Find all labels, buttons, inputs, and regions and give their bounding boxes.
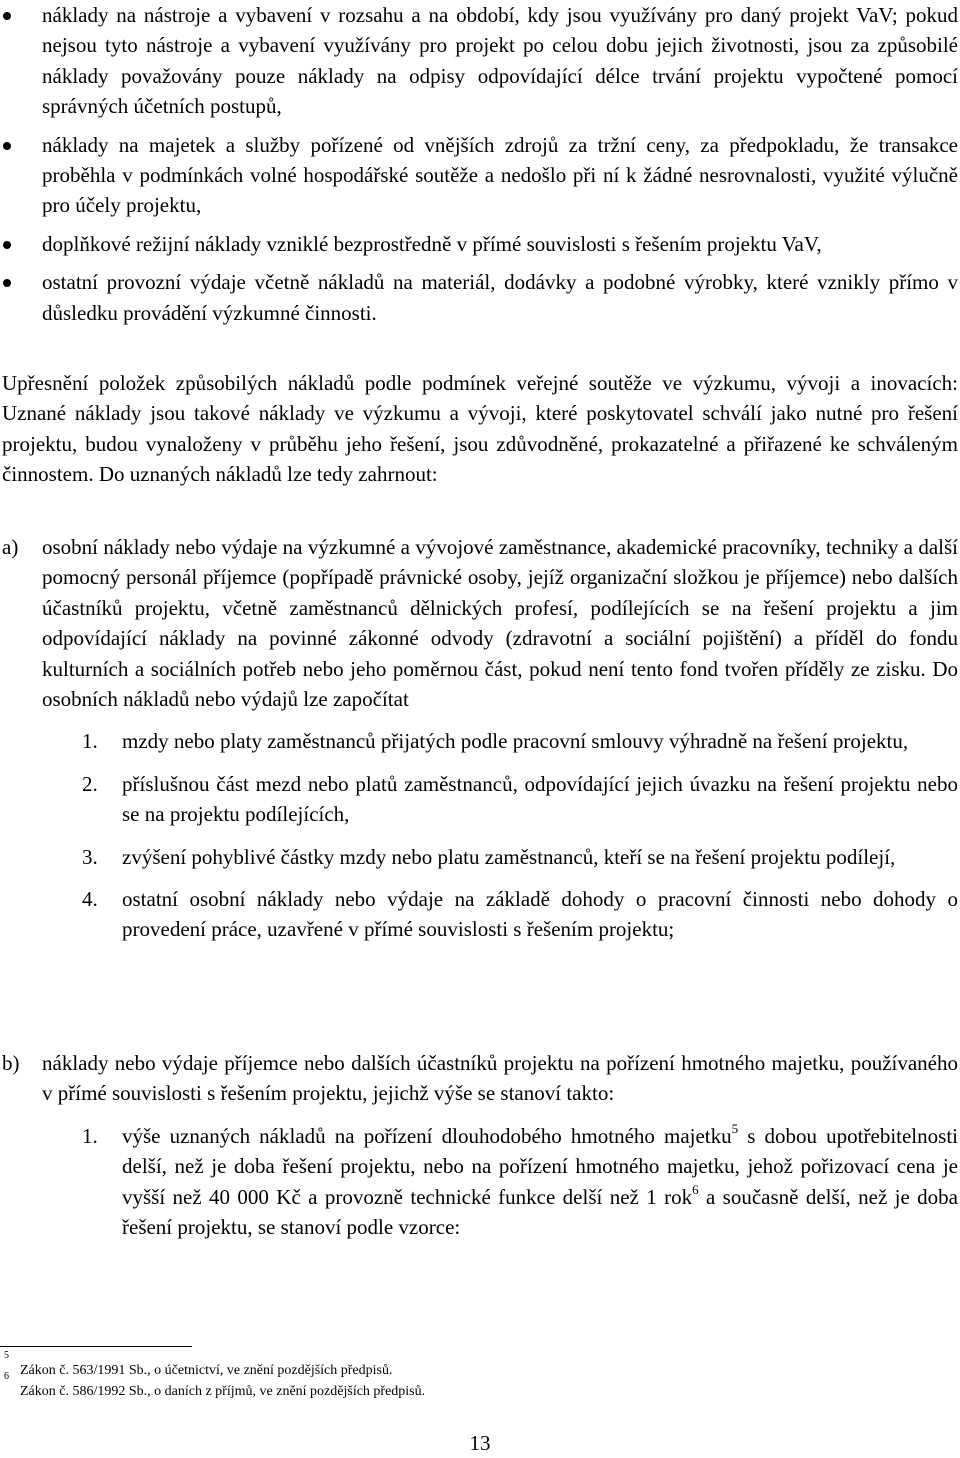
item-number: 2. — [82, 771, 98, 796]
bullet-text: ostatní provozní výdaje včetně nákladů na materiál, dodávky a podobné výrobky, které vznikly přímo v důsledku provádění výzkumné činnosti. — [42, 270, 958, 325]
bullet-item — [0, 267, 960, 328]
item-label: a) — [2, 535, 19, 559]
item-text: osobní náklady nebo výdaje na výzkumné a vývojové zaměstnance, akademické pracovníky, techniky a další pomocný personál příjemce (popřípadě právnické osoby, jejíž organizační složkou je příjemce) nebo dalších účastníků projektu, včetně zaměstnanců dělnických profesí, podílejících se na řešení projektu a jim odpovídající náklady na povinné zákonné odvody (zdravotní a sociální pojištění) a příděl do fondu kulturních a sociálních potřeb nebo jeho poměrnou část, pokud není tento fond tvořen příděly ze zisku. Do osobních nákladů nebo výdajů lze započítat — [42, 535, 958, 712]
footnote: 5 Zákon č. 563/1991 Sb., o účetnictví, ve znění pozdějších předpisů. — [4, 1350, 393, 1378]
text-part: a současně delší, než je doba řešení projektu, se stanoví podle vzorce: — [122, 1184, 958, 1240]
item-number: 1. — [82, 729, 98, 754]
bullet-dot — [3, 279, 11, 287]
footnote-text: Zákon č. 563/1991 Sb., o účetnictví, ve znění pozdějších předpisů. — [20, 1363, 393, 1378]
bullet-dot — [3, 12, 11, 20]
bullet-item — [0, 130, 960, 221]
bullet-dot — [3, 142, 11, 150]
list-item-b — [2, 1048, 958, 1254]
list-item-a — [2, 532, 958, 957]
footnotes — [0, 1350, 426, 1402]
bullet-text: náklady na majetek a služby pořízené od vnějších zdrojů za tržní ceny, za předpokladu, že transakce proběhla v podmínkách volné hospodářské soutěže a nedošlo při ní k žádné nesrovnalosti, využité výlučně pro účely projektu, — [42, 132, 958, 218]
bullet-item — [0, 0, 960, 122]
item-text: příslušnou část mezd nebo platů zaměstnanců, odpovídající jejich úvazku na řešení projektu nebo se na projektu podílejících, — [122, 771, 958, 827]
item-number: 4. — [82, 887, 98, 912]
bullet-item — [0, 229, 960, 259]
text-part: s dobou upotřebitelnosti delší, než je doba řešení projektu, nebo na pořízení hmotného majetku, jehož pořizovací cena je vyšší než 40 000 Kč a provozně technické funkce delší než 1 rok — [122, 1123, 958, 1209]
item-text — [122, 1121, 958, 1243]
item-text: ostatní osobní náklady nebo výdaje na základě dohody o pracovní činnosti nebo dohody o provedení práce, uzavřené v přímé souvislosti s řešením projektu; — [122, 887, 958, 942]
numbered-item — [42, 842, 958, 872]
item-text: náklady nebo výdaje příjemce nebo dalších účastníků projektu na pořízení hmotného majetku, používaného v přímé souvislosti s řešením projektu, jejichž výše se stanoví takto: — [42, 1051, 958, 1106]
text-part: výše uznaných nákladů na pořízení dlouhodobého hmotného majetku — [122, 1123, 732, 1148]
item-text: zvýšení pohyblivé částky mzdy nebo platu zaměstnanců, kteří se na řešení projektu podílejí, — [122, 844, 896, 869]
numbered-list — [42, 1121, 958, 1243]
footnote-ref[interactable]: 6 — [692, 1181, 699, 1197]
footnote-text: Zákon č. 586/1992 Sb., o daních z příjmů, ve znění pozdějších předpisů. — [20, 1384, 426, 1399]
numbered-item — [42, 1121, 958, 1243]
numbered-item — [42, 726, 958, 756]
intro-paragraph: Upřesnění položek způsobilých nákladů podle podmínek veřejné soutěže ve výzkumu, vývoji a inovacích: Uznané náklady jsou takové náklady ve výzkumu a vývoji, které poskytovatel schválí jako nutné pro řešení projektu, budou vynaloženy v průběhu jeho řešení, jsou zdůvodněné, prokazatelné a přiřazené ke schváleným činnostem. Do uznaných nákladů lze tedy zahrnout: — [2, 371, 958, 487]
item-text: mzdy nebo platy zaměstnanců přijatých podle pracovní smlouvy výhradně na řešení projektu, — [122, 729, 909, 754]
bullet-dot — [3, 241, 11, 249]
footnote-ref[interactable]: 5 — [731, 1120, 739, 1136]
item-number: 3. — [82, 844, 98, 869]
footnote: 6 Zákon č. 586/1992 Sb., o daních z příjmů, ve znění pozdějších předpisů. — [4, 1371, 426, 1399]
bullet-list — [0, 0, 960, 336]
numbered-item — [42, 769, 958, 830]
bullet-text: náklady na nástroje a vybavení v rozsahu a na období, kdy jsou využívány pro daný projekt VaV; pokud nejsou tyto nástroje a vybavení využívány pro projekt po celou dobu jejich životnosti, jsou za způsobilé náklady považovány pouze náklady na odpisy odpovídající délce trvání projektu vypočtené pomocí správných účetních postupů, — [42, 3, 958, 119]
numbered-item — [42, 884, 958, 945]
footnote-separator — [0, 1346, 192, 1347]
bullet-text: doplňkové režijní náklady vzniklé bezprostředně v přímé souvislosti s řešením projektu VaV, — [42, 231, 822, 256]
item-number: 1. — [82, 1123, 98, 1148]
numbered-list — [42, 726, 958, 944]
item-label: b) — [2, 1051, 20, 1075]
page-number: 13 — [469, 1431, 491, 1455]
